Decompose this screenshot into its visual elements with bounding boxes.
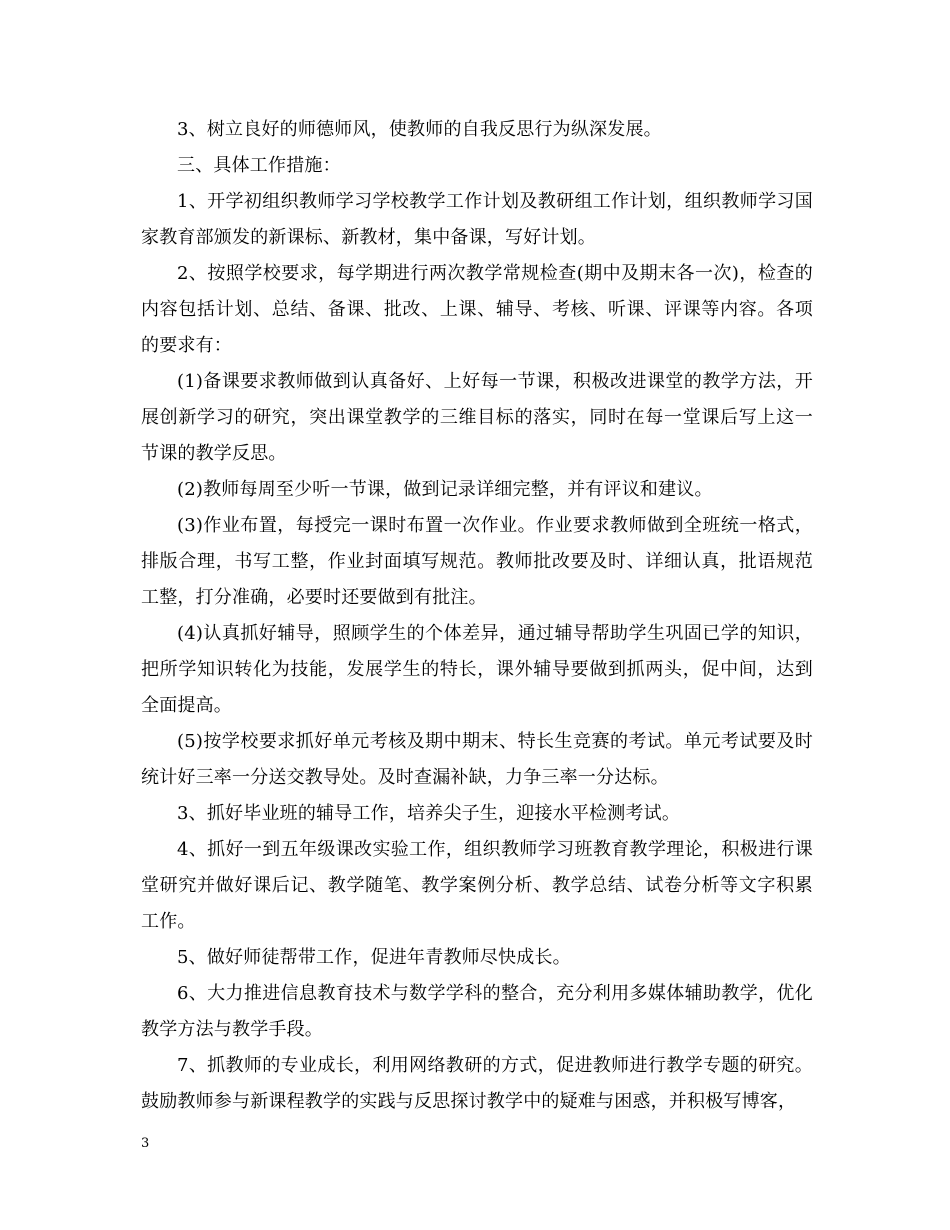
document-body <box>141 112 813 1120</box>
paragraph-measure-6: 6、大力推进信息教育技术与数学学科的整合，充分利用多媒体辅助教学，优化教学方法与教学手段。 <box>141 983 813 1040</box>
paragraph-requirement-4: (4)认真抓好辅导，照顾学生的个体差异，通过辅导帮助学生巩固已学的知识，把所学知识转化为技能，发展学生的特长，课外辅导要做到抓两头，促中间，达到全面提高。 <box>141 623 813 716</box>
paragraph-goal-3: 3、树立良好的师德师风，使教师的自我反思行为纵深发展。 <box>177 119 662 140</box>
paragraph-measure-4: 4、抓好一到五年级课改实验工作，组织教师学习班教育教学理论，积极进行课堂研究并做好课后记、教学随笔、教学案例分析、教学总结、试卷分析等文字积累工作。 <box>141 839 813 932</box>
paragraph-requirement-1: (1)备课要求教师做到认真备好、上好每一节课，积极改进课堂的教学方法，开展创新学习的研究，突出课堂教学的三维目标的落实，同时在每一堂课后写上这一节课的教学反思。 <box>141 371 813 464</box>
paragraph-measure-1: 1、开学初组织教师学习学校教学工作计划及教研组工作计划，组织教师学习国家教育部颁发的新课标、新教材，集中备课，写好计划。 <box>141 191 813 248</box>
page-number: 3 <box>141 1136 150 1151</box>
paragraph-measure-7: 7、抓教师的专业成长，利用网络教研的方式，促进教师进行教学专题的研究。鼓励教师参与新课程教学的实践与反思探讨教学中的疑难与困惑，并积极写博客， <box>141 1055 813 1112</box>
paragraph-measure-2: 2、按照学校要求，每学期进行两次教学常规检查(期中及期末各一次)，检查的内容包括计划、总结、备课、批改、上课、辅导、考核、听课、评课等内容。各项的要求有： <box>141 263 813 356</box>
paragraph-requirement-3: (3)作业布置，每授完一课时布置一次作业。作业要求教师做到全班统一格式，排版合理，书写工整，作业封面填写规范。教师批改要及时、详细认真，批语规范工整，打分准确，必要时还要做到有批注。 <box>141 515 813 608</box>
paragraph-measure-3: 3、抓好毕业班的辅导工作，培养尖子生，迎接水平检测考试。 <box>177 803 681 824</box>
paragraph-requirement-5: (5)按学校要求抓好单元考核及期中期末、特长生竞赛的考试。单元考试要及时统计好三率一分送交教导处。及时查漏补缺，力争三率一分达标。 <box>141 731 813 788</box>
section-heading-measures: 三、具体工作措施： <box>177 155 341 176</box>
paragraph-measure-5: 5、做好师徒帮带工作，促进年青教师尽快成长。 <box>177 947 571 968</box>
paragraph-requirement-2: (2)教师每周至少听一节课，做到记录详细完整，并有评议和建议。 <box>177 479 713 500</box>
